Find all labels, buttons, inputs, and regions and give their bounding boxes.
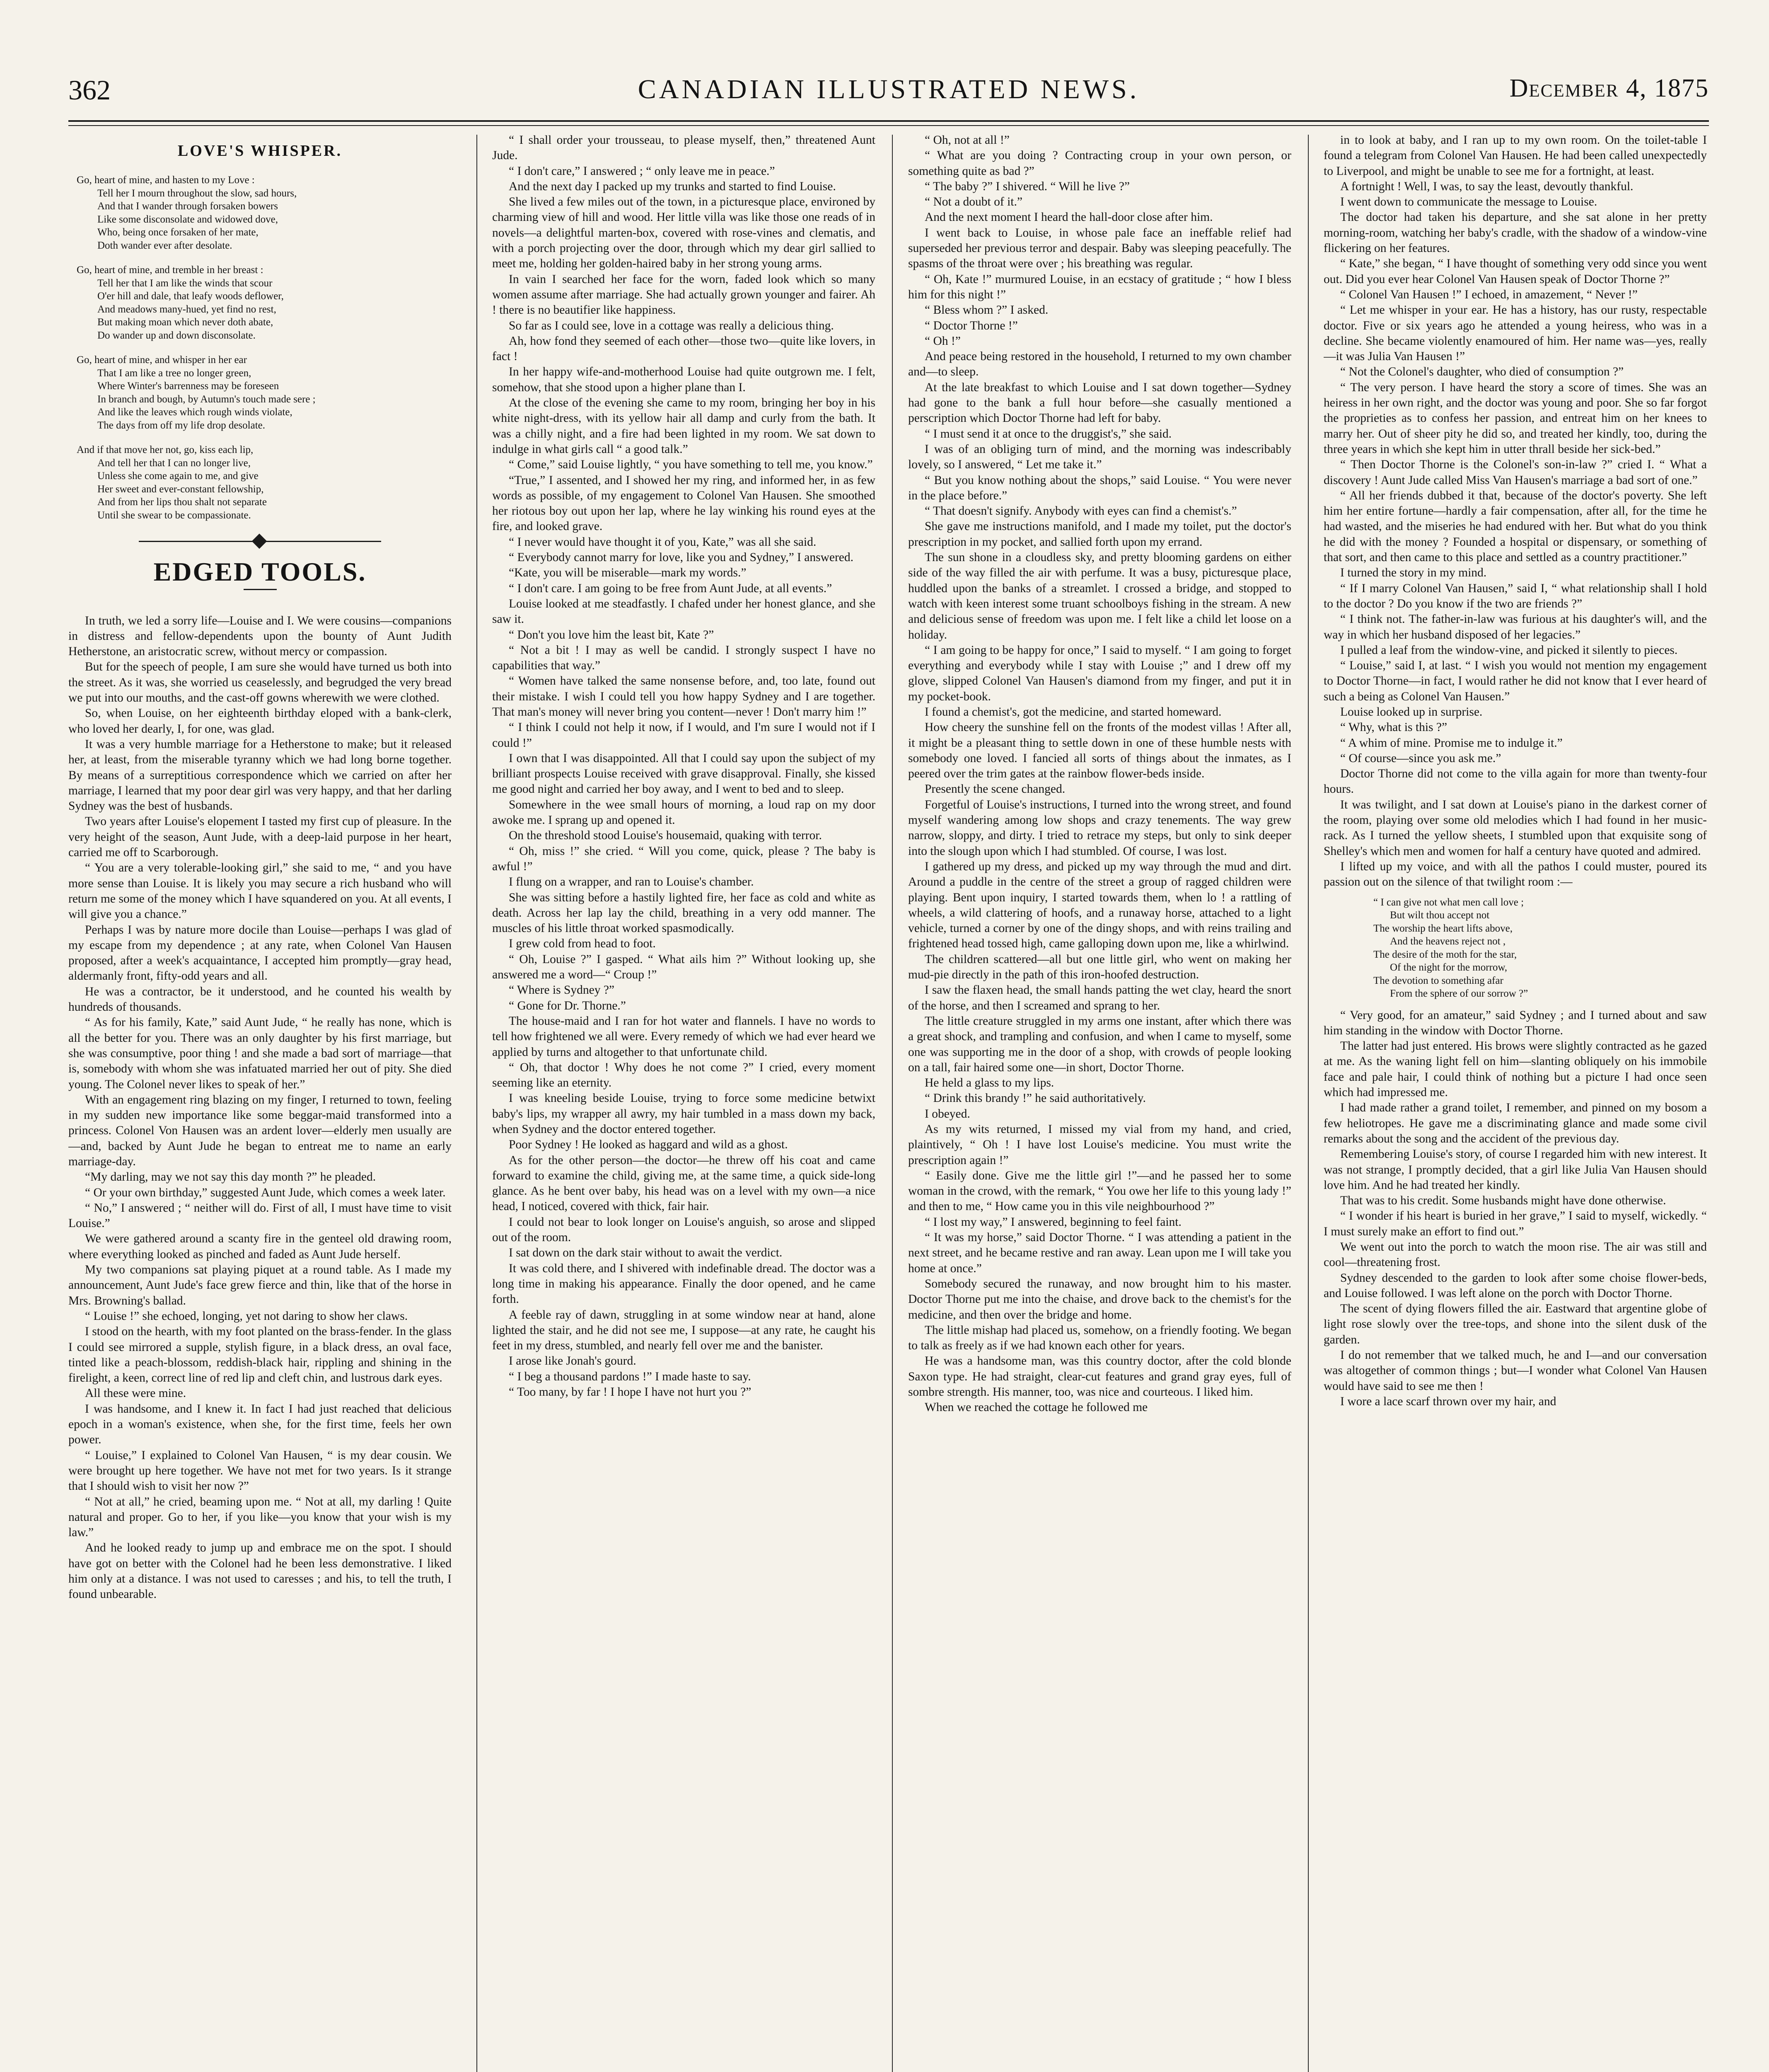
paragraph: “ I beg a thousand pardons !” I made haste to say. (509, 1370, 751, 1383)
paragraph: “ Oh, miss !” she cried. “ Will you come, quick, please ? The baby is awful !” (492, 844, 875, 873)
paragraph: I do not remember that we talked much, he and I—and our conversation was altogether of common things ; but—I wonder what Colonel Van Hausen would have said to see me then ! (1324, 1348, 1707, 1393)
paragraph: Somewhere in the wee small hours of morning, a loud rap on my door awoke me. I sprang up and opened it. (492, 798, 875, 827)
poem-line: And from her lips thou shalt not separate (97, 496, 267, 508)
paragraph: And the next moment I heard the hall-door close after him. (925, 211, 1213, 224)
paragraph: A feeble ray of dawn, struggling in at some window near at hand, alone lighted the stair, and he did not see me, I suppose—at any rate, he caught his feet in my dress, stumbled, and nearly fell over me and the banister. (492, 1308, 875, 1353)
paragraph: I went down to communicate the message to Louise. (1340, 195, 1597, 209)
paragraph: At the close of the evening she came to my room, bringing her boy in his white night-dress, with its yellow hair all damp and curly from the bath. It was a chilly night, and a fire had been lighted in my room. We sat down to indulge in what girls call “ a good talk.” (492, 396, 875, 456)
paragraph: A fortnight ! Well, I was, to say the least, devoutly thankful. (1340, 179, 1634, 193)
paragraph: But for the speech of people, I am sure she would have turned us both into the street. As it was, she worried us ceaselessly, and begrudged the very bread we put into our mouths, and the cast-off gowns wherewith we were clothed. (68, 660, 452, 705)
paragraph: How cheery the sunshine fell on the fronts of the modest villas ! After all, it might be a pleasant thing to settle down in one of these humble nests with somebody one loved. I fancied all sorts of things about the inmates, as I peered over the trim gates at the rainbow flower-beds inside. (908, 721, 1291, 781)
poem-line: And like the leaves which rough winds violate, (97, 407, 292, 418)
paragraph: “ Oh, not at all !” (925, 133, 1010, 147)
paragraph: I arose like Jonah's gourd. (509, 1354, 636, 1368)
paragraph: “ Drink this brandy !” he said authoritatively. (925, 1092, 1146, 1105)
header-rule-thin (68, 125, 1709, 126)
story-text (1324, 133, 1707, 890)
paragraph: “ Easily done. Give me the little girl !”—and he passed her to some woman in the crowd, with the remark, “ You owe her life to this young lady !” and then to me, “ How came you in this vile neighbourhood ?” (908, 1169, 1291, 1213)
paragraph: He was a contractor, be it understood, and he counted his wealth by hundreds of thousands. (68, 985, 452, 1014)
paragraph: It was twilight, and I sat down at Louise's piano in the darkest corner of the room, playing over some old melodies which I had found in her music-rack. As I turned the yellow sheets, I stumbled upon that exquisite song of Shelley's which men and women for half a century have quoted and admired. (1324, 798, 1707, 858)
paragraph: In her happy wife-and-motherhood Louise had quite outgrown me. I felt, somehow, that she stood upon a higher plane than I. (492, 365, 875, 394)
paragraph: It was a very humble marriage for a Hetherstone to make; but it released her, at least, from the miserable tyranny which we had long borne together. By means of a surreptitious correspondence which we carried on after her marriage, I learned that my poor dear girl was very happy, and that her darling Sydney was the best of husbands. (68, 737, 452, 813)
paragraph: “ No,” I answered ; “ neither will do. First of all, I must have time to visit Louise.” (68, 1201, 452, 1230)
paragraph: “ I wonder if his heart is buried in her grave,” I said to myself, wickedly. “ I must surely make an effort to find out.” (1324, 1209, 1707, 1238)
paragraph: “ Bless whom ?” I asked. (925, 303, 1049, 317)
poem-stanza (68, 174, 452, 252)
column-4 (1324, 133, 1707, 2072)
poem-line: Until she swear to be compassionate. (97, 509, 251, 521)
poem-title: LOVE'S WHISPER. (177, 142, 343, 160)
poem-line: And if that move her not, go, kiss each lip, (77, 444, 254, 456)
paragraph: So far as I could see, love in a cottage was really a delicious thing. (509, 319, 834, 332)
poem-body (68, 174, 452, 522)
paragraph: “ Not a bit ! I may as well be candid. I strongly suspect I have no capabilities that way.” (492, 643, 875, 673)
paragraph: The house-maid and I ran for hot water and flannels. I have no words to tell how frightened we all were. Every remedy of which we had ever heard we applied by turns and altogether to that unfortunate child. (492, 1014, 875, 1059)
paragraph: “ Let me whisper in your ear. He has a history, has our rusty, respectable doctor. Five or six years ago he attended a young heiress, who was in a decline. She became violently enamoured of him. Her name was—yes, really—it was Julia Van Hausen !” (1324, 303, 1707, 363)
story-title: EDGED TOOLS. (153, 557, 367, 587)
paragraph: “ I think not. The father-in-law was furious at his daughter's will, and the way in which her husband disposed of her legacies.” (1324, 612, 1707, 641)
paragraph: “ I am going to be happy for once,” I said to myself. “ I am going to forget everything and everybody while I stay with Louise ;” and I drew off my glove, slipped Colonel Van Hausen's diamond from my finger, and put it in my pocket-book. (908, 643, 1291, 703)
paragraph: “ Oh, that doctor ! Why does he not come ?” I cried, every moment seeming like an eternity. (492, 1060, 875, 1090)
paragraph: Somebody secured the runaway, and now brought him to his master. Doctor Thorne put me into the chaise, and drove back to the chemist's for the medicine, and then over the bridge and home. (908, 1277, 1291, 1322)
title-rule (244, 589, 277, 590)
paragraph: I turned the story in my mind. (1340, 566, 1487, 580)
paragraph: I stood on the hearth, with my foot planted on the brass-fender. In the glass I could see mirrored a supple, stylish figure, in a black dress, an oval face, tinted like a peach-blossom, reddish-black hair, rippling and shining in the firelight, a keen, correct line of red lip and cleft chin, and lustrous dark eyes. (68, 1325, 452, 1385)
poem-line: In branch and bough, by Autumn's touch made sere ; (97, 393, 316, 405)
paragraph: I sat down on the dark stair without to await the verdict. (509, 1246, 783, 1260)
paragraph: “True,” I assented, and I showed her my ring, and informed her, in as few words as possible, of my engagement to Colonel Van Hausen. She smoothed her riotous boy out upon her lap, where he lay winking his round eyes at the fire, and looked grave. (492, 473, 875, 533)
song-line: But wilt thou accept not (1390, 910, 1490, 921)
paragraph: It was cold there, and I shivered with indefinable dread. The doctor was a long time in making his appearance. Finally the door opened, and he came forth. (492, 1261, 875, 1306)
paragraph: in to look at baby, and I ran up to my own room. On the toilet-table I found a telegram from Colonel Van Hausen. He had been called unexpectedly to Liverpool, and might be unable to see me for a fortnight, at least. (1324, 133, 1707, 178)
paragraph: “ I lost my way,” I answered, beginning to feel faint. (925, 1215, 1182, 1229)
poem-line: Unless she come again to me, and give (97, 470, 259, 482)
poem-stanza (68, 353, 452, 432)
paragraph: I obeyed. (925, 1107, 970, 1121)
shelley-song (1373, 896, 1707, 1000)
paragraph: She gave me instructions manifold, and I made my toilet, put the doctor's prescription in my pocket, and sallied forth upon my errand. (908, 520, 1291, 549)
paragraph: “ I never would have thought it of you, Kate,” was all she said. (509, 535, 817, 549)
paragraph: Doctor Thorne did not come to the villa again for more than twenty-four hours. (1324, 767, 1707, 796)
paragraph: “ Come,” said Louise lightly, “ you have something to tell me, you know.” (509, 458, 873, 472)
paragraph: I wore a lace scarf thrown over my hair, and (1340, 1394, 1556, 1408)
paragraph: She lived a few miles out of the town, in a picturesque place, environed by charming view of hill and wood. Her little villa was like those one reads of in novels—a delightful marten-box, covered with rose-vines and clematis, and with a porch projecting over the door, through which my dear girl sallied to meet me, holding her golden-haired baby in her strong young arms. (492, 195, 875, 271)
paragraph: The children scattered—all but one little girl, who went on making her mud-pie directly in the path of this iron-hoofed destruction. (908, 952, 1291, 982)
paragraph: He was a handsome man, was this country doctor, after the cold blonde Saxon type. He had straight, clear-cut features and grand gray eyes, full of sombre strength. His manner, too, was nice and courteous. I liked him. (908, 1354, 1291, 1399)
paragraph: “ It was my horse,” said Doctor Thorne. “ I was attending a patient in the next street, and he became restive and ran away. Lean upon me I will take you home at once.” (908, 1231, 1291, 1275)
paragraph: “ Not the Colonel's daughter, who died of consumption ?” (1340, 365, 1624, 379)
poem-line: Like some disconsolate and widowed dove, (97, 213, 278, 225)
paragraph: “ Louise,” said I, at last. “ I wish you would not mention my engagement to Doctor Thorne—in fact, I would rather he did not know that I ever heard of such a being as Colonel Van Hausen.” (1324, 659, 1707, 703)
paragraph: “ Don't you love him the least bit, Kate ?” (509, 628, 714, 641)
poem-stanza (68, 443, 452, 522)
song-line: From the sphere of our sorrow ?” (1390, 988, 1528, 1000)
song-line: Of the night for the morrow, (1390, 962, 1508, 973)
paragraph: As my wits returned, I missed my vial from my hand, and cried, plaintively, “ Oh ! I have lost Louise's medicine. You must write the prescription again !” (908, 1123, 1291, 1167)
poem-line: Tell her that I am like the winds that scour (97, 277, 273, 289)
paragraph: “ The very person. I have heard the story a score of times. She was an heiress in her own right, and the doctor was young and poor. She so far forgot the proprieties as to confess her passion, and entreat him on her knees to marry her. Out of sheer pity he did so, and treated her kindly, too, during the three years in which she kept him in utter thrall beside her sick-bed.” (1324, 380, 1707, 456)
paragraph: Two years after Louise's elopement I tasted my first cup of pleasure. In the very height of the season, Aunt Jude, with a deep-laid purpose in her heart, carried me off to Scarborough. (68, 815, 452, 859)
paragraph: “ Where is Sydney ?” (509, 983, 615, 997)
poem-line: And meadows many-hued, yet find no rest, (97, 303, 276, 315)
poem-line: Go, heart of mine, and hasten to my Love : (77, 174, 255, 186)
paragraph: As for the other person—the doctor—he threw off his coat and came forward to examine the child, giving me, at the same time, a quick side-long glance. As he bent over baby, his head was on a level with my own—a nice head, I noticed, covered with thick, fair hair. (492, 1153, 875, 1213)
paragraph: Ah, how fond they seemed of each other—those two—quite like lovers, in fact ! (492, 334, 875, 363)
paragraph: In vain I searched her face for the worn, faded look which so many women assume after marriage. She had actually grown younger and fairer. Ah ! there is no beautifier like happiness. (492, 272, 875, 317)
masthead: CANADIAN ILLUSTRATED NEWS. (638, 74, 1140, 104)
paragraph: And he looked ready to jump up and embrace me on the spot. I should have got on better with the Colonel had he been less demonstrative. I liked him only at a distance. I was not used to caresses ; and his, to tell the truth, I found unbearable. (68, 1541, 452, 1601)
poem-line: Who, being once forsaken of her mate, (97, 227, 259, 238)
story-text (492, 133, 875, 1400)
paragraph: We went out into the porch to watch the moon rise. The air was still and cool—threatening frost. (1324, 1240, 1707, 1269)
song-line: The devotion to something afar (1373, 975, 1503, 986)
paragraph: He held a glass to my lips. (925, 1076, 1054, 1090)
paragraph: “ As for his family, Kate,” said Aunt Jude, “ he really has none, which is all the better for you. There was an only daughter by his first marriage, but she was consumptive, poor thing ! and she made a bad sort of marriage—that is, somebody with whom she was infatuated married her out of pity. She died young. The Colonel never likes to speak of her.” (68, 1016, 452, 1091)
poem-line: But making moan which never doth abate, (97, 317, 273, 328)
paragraph: “ I must send it at once to the druggist's,” she said. (925, 427, 1172, 441)
paragraph: Louise looked up in surprise. (1340, 705, 1483, 719)
column-3 (908, 133, 1291, 2072)
paragraph: “ A whim of mine. Promise me to indulge it.” (1340, 736, 1563, 750)
paragraph: “ Oh, Louise ?” I gasped. “ What ails him ?” Without looking up, she answered me a word—“ Croup !” (492, 952, 875, 982)
paragraph: “ Not at all,” he cried, beaming upon me. “ Not at all, my darling ! Quite natural and proper. Go to her, if you like—you know that your wish is my law.” (68, 1495, 452, 1539)
story-text (68, 613, 452, 1602)
paragraph: I was of an obliging turn of mind, and the morning was indescribably lovely, so I answered, “ Let me take it.” (908, 442, 1291, 472)
paragraph: “ Louise,” I explained to Colonel Van Hausen, “ is my dear cousin. We were brought up here together. We have not met for two years. Is it strange that I should wish to visit her now ?” (68, 1448, 452, 1493)
paragraph: “ You are a very tolerable-looking girl,” she said to me, “ and you have more sense than Louise. It is likely you may secure a rich husband who will return me some of the money which I have squandered on you. At all events, I will give you a chance.” (68, 861, 452, 921)
section-divider-ornament (68, 533, 452, 550)
paragraph: “ Very good, for an amateur,” said Sydney ; and I turned about and saw him standing in the window with Doctor Thorne. (1324, 1008, 1707, 1037)
paragraph: We were gathered around a scanty fire in the genteel old drawing room, where everything looked as pinched and faded as Aunt Jude herself. (68, 1232, 452, 1261)
paragraph: I saw the flaxen head, the small hands patting the wet clay, heard the snort of the horse, and then I screamed and sprang to her. (908, 983, 1291, 1012)
poem-line: That I am like a tree no longer green, (97, 367, 251, 379)
page-number: 362 (68, 74, 111, 106)
poem-line: O'er hill and dale, that leafy woods deflower, (97, 290, 284, 302)
paragraph: I went back to Louise, in whose pale face an ineffable relief had superseded her previous terror and despair. Baby was sleeping peacefully. The spasms of the throat were over ; his breathing was regular. (908, 226, 1291, 271)
paragraph: “ Oh, Kate !” murmured Louise, in an ecstacy of gratitude ; “ how I bless him for this night !” (908, 272, 1291, 301)
poem-line: Go, heart of mine, and tremble in her breast : (77, 264, 263, 276)
song-line: The worship the heart lifts above, (1373, 922, 1513, 934)
paragraph: “ Or your own birthday,” suggested Aunt Jude, which comes a week later. (85, 1186, 446, 1199)
paragraph: “ Then Doctor Thorne is the Colonel's son-in-law ?” cried I. “ What a discovery ! Aunt Jude called Miss Van Hausen's marriage a bad sort of one.” (1324, 458, 1707, 487)
paragraph: I found a chemist's, got the medicine, and started homeward. (925, 705, 1222, 719)
column-rule (476, 135, 477, 2072)
column-1 (68, 133, 452, 2072)
paragraph: “ Women have talked the same nonsense before, and, too late, found out their mistake. I wish I could tell you how happy Sydney and I are together. That man's money will never bring you content—never ! Don't marry him !” (492, 674, 875, 719)
song-line: “ I can give not what men call love ; (1373, 896, 1524, 908)
poem-line: The days from off my life drop desolate. (97, 419, 265, 431)
paragraph: “ Gone for Dr. Thorne.” (509, 999, 626, 1012)
column-rule (892, 135, 893, 2072)
paragraph: The doctor had taken his departure, and she sat alone in her pretty morning-room, watching her baby's cradle, with the shadow of a window-vine flickering on her features. (1324, 211, 1707, 255)
paragraph: Remembering Louise's story, of course I regarded him with new interest. It was not strange, I promptly decided, that a girl like Julia Van Hausen should love him. And he had treated her kindly. (1324, 1147, 1707, 1192)
header-rule (68, 120, 1709, 122)
paragraph: I pulled a leaf from the window-vine, and picked it silently to pieces. (1340, 643, 1678, 657)
paragraph: And the next day I packed up my trunks and started to find Louise. (509, 179, 836, 193)
paragraph: Sydney descended to the garden to look after some choise flower-beds, and Louise followed. I was left alone on the porch with Doctor Thorne. (1324, 1271, 1707, 1300)
paragraph: I was handsome, and I knew it. In fact I had just reached that delicious epoch in a woman's existence, when she, for the first time, feels her own power. (68, 1402, 452, 1447)
paragraph: “ Doctor Thorne !” (925, 319, 1018, 332)
paragraph: She was sitting before a hastily lighted fire, her face as cold and white as death. Across her lap lay the child, breathing in a very odd manner. The muscles of his little throat worked spasmodically. (492, 891, 875, 935)
column-rule (1308, 135, 1309, 2072)
paragraph: The little creature struggled in my arms one instant, after which there was a great shock, and trampling and confusion, and when I came to myself, some one was supporting me in the door of a shop, with crowds of people looking on a tall, fair haired some one—in short, Doctor Thorne. (908, 1014, 1291, 1074)
poem-line: Go, heart of mine, and whisper in her ear (77, 354, 247, 366)
poem-line: Where Winter's barrenness may be foreseen (97, 380, 279, 392)
paragraph: And peace being restored in the household, I returned to my own chamber and—to sleep. (908, 350, 1291, 379)
poem-stanza (68, 264, 452, 342)
paragraph: “ But you know nothing about the shops,” said Louise. “ You were never in the place before.” (908, 473, 1291, 502)
paragraph: The scent of dying flowers filled the air. Eastward that argentine globe of light rose slowly over the tree-tops, and shone into the silent dusk of the garden. (1324, 1302, 1707, 1346)
paragraph: Forgetful of Louise's instructions, I turned into the wrong street, and found myself wandering among low shops and crazy tenements. The way grew narrow, sloppy, and dirty. I tried to retrace my steps, but only to sink deeper into the slough upon which I had stumbled. Of course, I was lost. (908, 798, 1291, 858)
issue-date: December 4, 1875 (1509, 74, 1709, 102)
paragraph: I was kneeling beside Louise, trying to force some medicine betwixt baby's lips, my wrapper all awry, my hair tumbled in a mass down my back, when Sydney and the doctor entered together. (492, 1092, 875, 1136)
paragraph: “ Kate,” she began, “ I have thought of something very odd since you went out. Did you ever hear Colonel Van Hausen speak of Doctor Thorne ?” (1324, 257, 1707, 286)
paragraph: Poor Sydney ! He looked as haggard and wild as a ghost. (509, 1138, 788, 1152)
paragraph: “ If I marry Colonel Van Hausen,” said I, “ what relationship shall I hold to the doctor ? Do you know if the two are friends ?” (1324, 581, 1707, 610)
paragraph: Perhaps I was by nature more docile than Louise—perhaps I was glad of my escape from my dependence ; at any rate, when Colonel Van Hausen proposed, after a week's acquaintance, I accepted him promptly—gray head, aldermanly front, fifty-odd years and all. (68, 923, 452, 983)
paragraph: “ Everybody cannot marry for love, like you and Sydney,” I answered. (509, 551, 854, 564)
paragraph: At the late breakfast to which Louise and I sat down together—Sydney had gone to the bank a full hour before—she casually mentioned a perscription which Doctor Thorne had left for baby. (908, 380, 1291, 425)
paragraph: All these were mine. (85, 1387, 186, 1400)
paragraph: The latter had just entered. His brows were slightly contracted as he gazed at me. As the waning light fell on him—slanting obliquely on his immobile face and pale hair, I could think of nothing but a picture I had once seen which had impressed me. (1324, 1039, 1707, 1099)
song-line: The desire of the moth for the star, (1373, 949, 1517, 960)
poem-line: And that I wander through forsaken bowers (97, 201, 278, 212)
paragraph: I gathered up my dress, and picked up my way through the mud and dirt. Around a puddle in the centre of the street a group of ragged children were playing. Bent upon inquiry, I started towards them, when lo ! a rattling of wheels, a wild clattering of hoofs, and a runaway horse, attached to a light vehicle, turned a corner by one of the dingy shops, and with reins trailing and frightened head tossed high, came galloping down upon me, like a whirlwind. (908, 859, 1291, 951)
paragraph: “ Not a doubt of it.” (925, 195, 1022, 209)
paragraph: I own that I was disappointed. All that I could say upon the subject of my brilliant prospects Louise received with grave disapproval. Finally, she kissed me good night and carried her boy away, and I went to bed and to sleep. (492, 751, 875, 796)
paragraph: My two companions sat playing piquet at a round table. As I made my announcement, Aunt Jude's face grew fierce and thin, like that of the horse in Mrs. Browning's ballad. (68, 1263, 452, 1307)
paragraph: “Kate, you will be miserable—mark my words.” (509, 566, 747, 580)
paragraph: Louise looked at me steadfastly. I chafed under her honest glance, and she saw it. (492, 597, 875, 626)
column-2 (492, 133, 875, 2072)
page-header (68, 74, 1709, 119)
story-text (908, 133, 1291, 1416)
paragraph: I lifted up my voice, and with all the pathos I could muster, poured its passion out on the silence of that twilight room :— (1324, 859, 1707, 889)
paragraph: The sun shone in a cloudless sky, and pretty blooming gardens on either side of the way filled the air with perfume. It was a busy, picturesque place, huddled upon the banks of a streamlet. I crossed a bridge, and stopped to watch with keen interest some truant schoolboys fishing in the stream. A new and delicious sense of freedom was upon me. I felt like a child let loose on a holiday. (908, 551, 1291, 641)
poem-line: Doth wander ever after desolate. (97, 240, 232, 251)
paragraph: “ Oh !” (925, 334, 961, 348)
paragraph: “ That doesn't signify. Anybody with eyes can find a chemist's.” (925, 504, 1237, 518)
paragraph: “ Of course—since you ask me.” (1340, 751, 1501, 765)
paragraph: “ Louise !” she echoed, longing, yet not daring to show her claws. (85, 1309, 408, 1323)
paragraph: “ All her friends dubbed it that, because of the doctor's poverty. She left him her entire fortune—hardly a fair compensation, after all, for the time he had wasted, and the miseries he had endured with her. But what do you think he did with the money ? Founded a hospital or dispensary, or something of that sort, and then came to this place and settled as a country practitioner.” (1324, 489, 1707, 564)
paragraph: So, when Louise, on her eighteenth birthday eloped with a bank-clerk, who loved her dearly, I, for one, was glad. (68, 707, 452, 736)
paragraph: I could not bear to look longer on Louise's anguish, so arose and slipped out of the room. (492, 1215, 875, 1244)
poem-line: Her sweet and ever-constant fellowship, (97, 483, 264, 495)
paragraph: “ The baby ?” I shivered. “ Will he live ?” (925, 179, 1130, 193)
paragraph: The little mishap had placed us, somehow, on a friendly footing. We began to talk as freely as if we had known each other for years. (908, 1323, 1291, 1353)
paragraph: I flung on a wrapper, and ran to Louise's chamber. (509, 875, 754, 889)
paragraph: When we reached the cottage he followed me (925, 1401, 1148, 1414)
song-line: And the heavens reject not , (1390, 936, 1506, 947)
story-text (1324, 1008, 1707, 1410)
poem-line: Do wander up and down disconsolate. (97, 329, 256, 341)
paragraph: Presently the scene changed. (925, 782, 1066, 796)
paragraph: That was to his credit. Some husbands might have done otherwise. (1340, 1194, 1666, 1208)
paragraph: “ I shall order your trousseau, to please myself, then,” threatened Aunt Jude. (492, 133, 875, 162)
paragraph: “ I don't care,” I answered ; “ only leave me in peace.” (509, 164, 775, 178)
paragraph: With an engagement ring blazing on my finger, I returned to town, feeling in my sudden new importance like some beggar-maid transformed into a princess. Colonel Von Hausen was an ardent lover—elderly men usually are—and, backed by Aunt Jude he began to entreat me to name an early marriage-day. (68, 1093, 452, 1168)
paragraph: “ I think I could not help it now, if I would, and I'm sure I would not if I could !” (492, 721, 875, 750)
poem-line: Tell her I mourn throughout the slow, sad hours, (97, 187, 297, 199)
paragraph: “ Too many, by far ! I hope I have not hurt you ?” (509, 1385, 752, 1399)
paragraph: “ Why, what is this ?” (1340, 721, 1448, 734)
paragraph: “ I don't care. I am going to be free from Aunt Jude, at all events.” (509, 581, 832, 595)
poem-line: And tell her that I can no longer live, (97, 457, 251, 469)
paragraph: “ Colonel Van Hausen !” I echoed, in amazement, “ Never !” (1340, 288, 1638, 301)
paragraph: I had made rather a grand toilet, I remember, and pinned on my bosom a few heliotropes. He gave me a discriminating glance and made some civil remarks about the song and the accident of the previous day. (1324, 1101, 1707, 1145)
paragraph: “My darling, may we not say this day month ?” he pleaded. (85, 1170, 376, 1184)
paragraph: In truth, we led a sorry life—Louise and I. We were cousins—companions in distress and fellow-dependents upon the bounty of Aunt Judith Hetherstone, an aristocratic screw, without mercy or compassion. (68, 614, 452, 658)
paragraph: I grew cold from head to foot. (509, 937, 656, 951)
paragraph: “ What are you doing ? Contracting croup in your own person, or something quite as bad ?” (908, 149, 1291, 178)
paragraph: On the threshold stood Louise's housemaid, quaking with terror. (509, 829, 822, 842)
